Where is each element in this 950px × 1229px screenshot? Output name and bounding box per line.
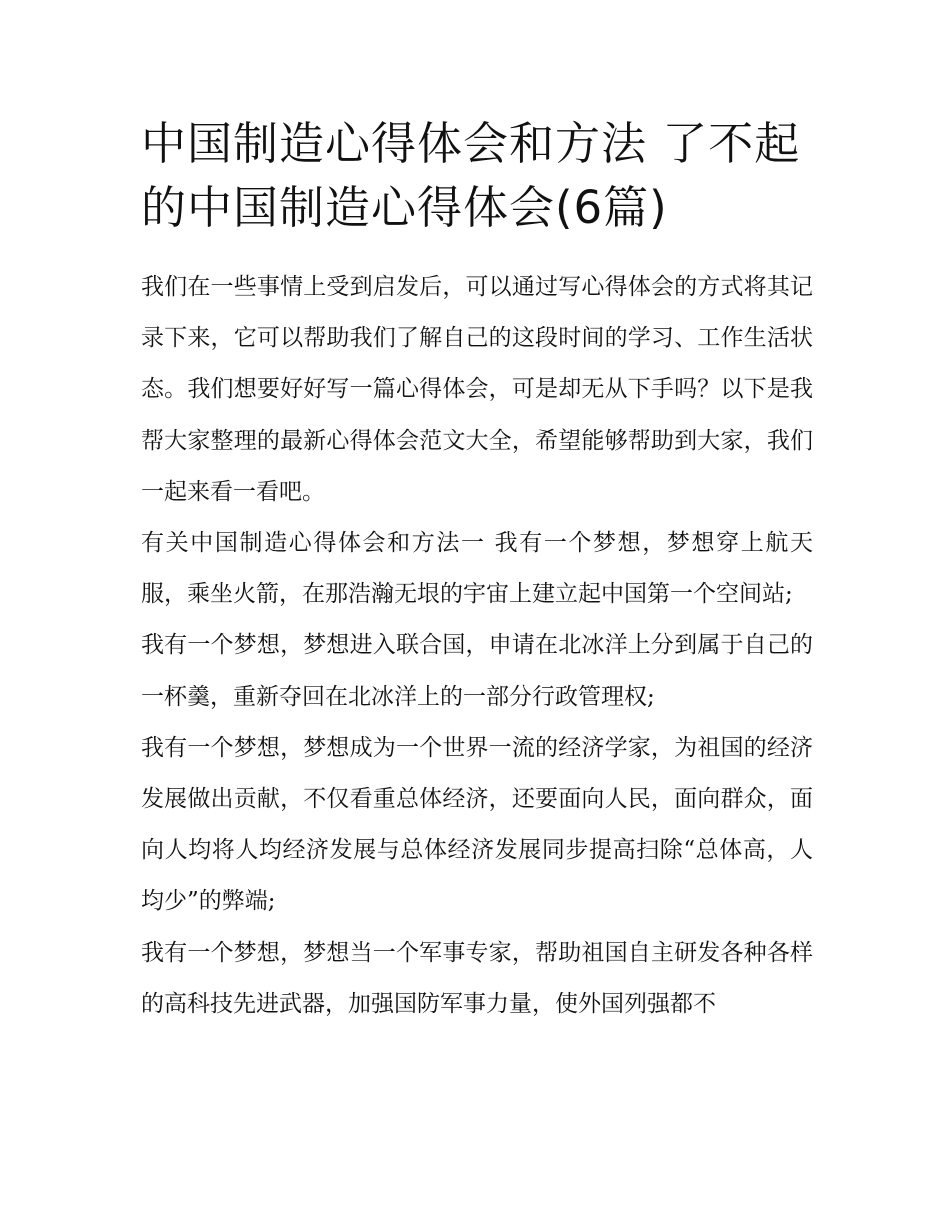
- document-body: [141, 262, 813, 1030]
- paragraph-dream-space: 有关中国制造心得体会和方法一 我有一个梦想，梦想穿上航天服，乘坐火箭，在那浩瀚无垠的宇宙上建立起中国第一个空间站;: [141, 530, 813, 608]
- paragraph-dream-un: 我有一个梦想，梦想进入联合国，申请在北冰洋上分到属于自己的一杯羹，重新夺回在北冰洋上的一部分行政管理权;: [141, 632, 813, 710]
- document-title: 中国制造心得体会和方法 了不起的中国制造心得体会(6篇): [141, 117, 801, 234]
- paragraph-intro: 我们在一些事情上受到启发后，可以通过写心得体会的方式将其记录下来，它可以帮助我们了解自己的这段时间的学习、工作生活状态。我们想要好好写一篇心得体会，可是却无从下手吗？以下是我帮大家整理的最新心得体会范文大全，希望能够帮助到大家，我们一起来看一看吧。: [141, 274, 813, 505]
- paragraph-dream-economist: 我有一个梦想，梦想成为一个世界一流的经济学家，为祖国的经济发展做出贡献，不仅看重总体经济，还要面向人民，面向群众，面向人均将人均经济发展与总体经济发展同步提高扫除“总体高，人均少”的弊端;: [141, 734, 813, 915]
- paragraph-dream-military: 我有一个梦想，梦想当一个军事专家，帮助祖国自主研发各种各样的高科技先进武器，加强国防军事力量，使外国列强都不: [141, 939, 813, 1017]
- document-page: [141, 112, 813, 1030]
